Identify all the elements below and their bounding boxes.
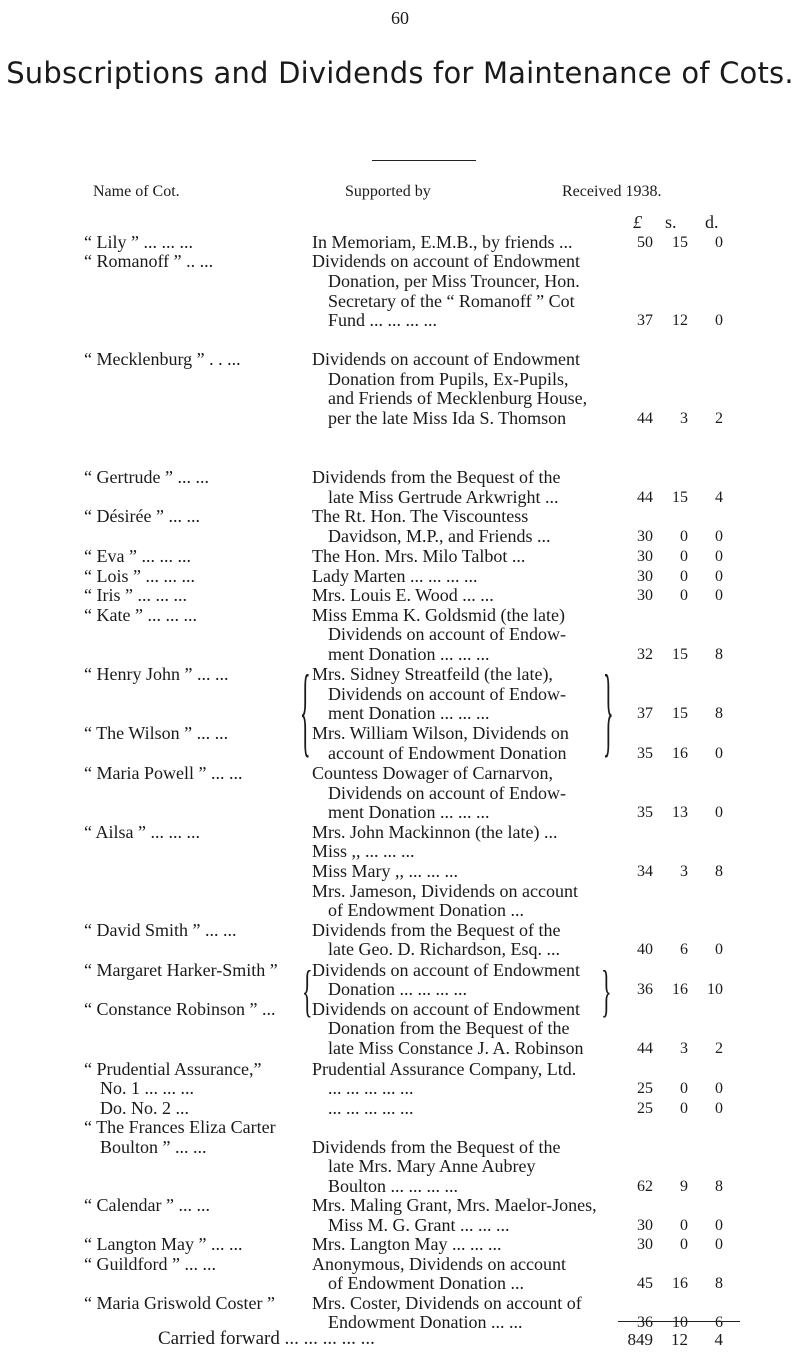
amount-shillings: 16 [672, 981, 688, 999]
supporter-line: late Mrs. Mary Anne Aubrey [328, 1156, 536, 1177]
supporter-line: Mrs. William Wilson, Dividends on [312, 723, 569, 744]
cot-name: “ Constance Robinson ” ... [84, 998, 276, 1019]
supporter-line: Dividends on account of Endowment [312, 959, 580, 980]
supporter-line: Mrs. Jameson, Dividends on account [312, 880, 578, 901]
amount-pounds: 35 [637, 744, 653, 762]
amount-pounds: 35 [637, 804, 653, 822]
cot-name: “ David Smith ” ... ... [84, 919, 237, 940]
left-brace: { [300, 651, 311, 767]
cot-name: Boulton ” ... ... [100, 1136, 207, 1157]
supporter-line: Donation from Pupils, Ex-Pupils, [328, 368, 569, 389]
cot-name: No. 1 ... ... ... [100, 1078, 194, 1099]
supporter-line: ment Donation ... ... ... [328, 703, 490, 724]
cot-name: “ Gertrude ” ... ... [84, 467, 209, 488]
cot-name: “ Maria Griswold Coster ” [84, 1292, 275, 1313]
amount-pounds: 44 [637, 1039, 653, 1057]
total-rule [618, 1321, 740, 1322]
amount-pence: 0 [715, 527, 723, 545]
cot-name: “ Guildford ” ... ... [84, 1253, 216, 1274]
supporter-line: Mrs. John Mackinnon (the late) ... [312, 821, 558, 842]
supporter-line: Anonymous, Dividends on account [312, 1253, 566, 1274]
supporter-line: of Endowment Donation ... [328, 1273, 524, 1294]
cot-name: Do. No. 2 ... [100, 1097, 189, 1118]
amount-pounds: 25 [637, 1099, 653, 1117]
cot-name: “ Prudential Assurance,” [84, 1058, 262, 1079]
amount-pounds: 37 [637, 705, 653, 723]
amount-pence: 8 [715, 705, 723, 723]
supporter-line: Dividends on account of Endowment [312, 998, 580, 1019]
carried-forward-pence: 4 [714, 1330, 723, 1349]
supporter-line: ... ... ... ... ... [328, 1078, 414, 1099]
supporter-line: Dividends on account of Endowment [312, 251, 580, 272]
carried-forward-shillings: 12 [671, 1330, 688, 1349]
pounds-symbol: £ [633, 212, 642, 232]
supporter-line: Mrs. Maling Grant, Mrs. Maelor-Jones, [312, 1195, 597, 1216]
amount-shillings: 15 [672, 488, 688, 506]
amount-pounds: 34 [637, 862, 653, 880]
amount-pence: 4 [715, 488, 723, 506]
amount-shillings: 3 [680, 409, 688, 427]
supporter-line: Donation, per Miss Trouncer, Hon. [328, 271, 580, 292]
carried-forward-pounds: 849 [627, 1330, 653, 1349]
amount-shillings: 0 [680, 1080, 688, 1098]
page-number: 60 [391, 8, 409, 28]
supporter-line: In Memoriam, E.M.B., by friends ... [312, 232, 573, 252]
right-brace: } [601, 957, 612, 1023]
amount-pounds: 44 [637, 409, 653, 427]
supporter-line: late Miss Constance J. A. Robinson [328, 1037, 584, 1058]
supporter-line: Miss Mary ,, ... ... ... [312, 860, 459, 881]
supporter-line: late Geo. D. Richardson, Esq. ... [328, 939, 560, 960]
amount-pence: 0 [715, 1099, 723, 1117]
amount-pounds: 30 [637, 586, 653, 604]
supporter-line: Fund ... ... ... ... [328, 310, 438, 331]
amount-shillings: 0 [680, 586, 688, 604]
pence-symbol: d. [705, 212, 719, 232]
amount-pence: 0 [715, 1080, 723, 1098]
supporter-line: Mrs. Louis E. Wood ... ... [312, 585, 494, 606]
supporter-line: Donation from the Bequest of the [328, 1018, 570, 1039]
supporter-line: Mrs. Coster, Dividends on account of [312, 1292, 582, 1313]
cot-name: “ Lily ” ... ... ... [84, 232, 193, 252]
supporter-line: Donation ... ... ... ... [328, 979, 467, 1000]
supporter-line: Dividends from the Bequest of the [312, 1136, 561, 1157]
amount-shillings: 13 [672, 804, 688, 822]
amount-pence: 0 [715, 567, 723, 585]
amount-pence: 0 [715, 1216, 723, 1234]
amount-pounds: 30 [637, 1235, 653, 1253]
amount-pounds: 40 [637, 941, 653, 959]
supporter-line: Countess Dowager of Carnarvon, [312, 763, 553, 784]
amount-pence: 0 [715, 586, 723, 604]
cot-name: “ The Wilson ” ... ... [84, 723, 229, 744]
cot-name: “ Margaret Harker-Smith ” [84, 959, 278, 980]
amount-pence: 2 [715, 409, 723, 427]
amount-shillings: 3 [680, 862, 688, 880]
amount-pence: 8 [715, 645, 723, 663]
amount-pounds: 30 [637, 1216, 653, 1234]
cot-name: “ Désirée ” ... ... [84, 506, 200, 527]
amount-pence: 0 [715, 548, 723, 566]
supporter-line: account of Endowment Donation [328, 742, 567, 763]
amount-shillings: 0 [680, 1235, 688, 1253]
amount-pence: 0 [715, 804, 723, 822]
carried-forward-label: Carried forward ... ... ... ... ... [158, 1328, 375, 1349]
supporter-line: Endowment Donation ... ... [328, 1312, 523, 1333]
right-brace: } [603, 651, 614, 767]
supporter-line: Prudential Assurance Company, Ltd. [312, 1058, 577, 1079]
supporter-line: Dividends on account of Endow- [328, 624, 566, 645]
shillings-symbol: s. [665, 212, 677, 232]
supporter-line: and Friends of Mecklenburg House, [328, 388, 588, 409]
cot-name: “ Romanoff ” .. ... [84, 251, 214, 272]
amount-pence: 6 [715, 1313, 723, 1331]
supporter-line: Miss M. G. Grant ... ... ... [328, 1214, 510, 1235]
amount-pence: 0 [715, 312, 723, 330]
amount-shillings: 0 [680, 567, 688, 585]
amount-pounds: 44 [637, 488, 653, 506]
amount-pounds: 62 [637, 1177, 653, 1195]
amount-shillings: 15 [672, 645, 688, 663]
amount-pence: 0 [715, 1235, 723, 1253]
title-rule [372, 160, 476, 161]
amount-shillings: 0 [680, 527, 688, 545]
amount-shillings: 15 [672, 705, 688, 723]
amount-pounds: 30 [637, 548, 653, 566]
supporter-line: The Rt. Hon. The Viscountess [312, 506, 529, 527]
amount-shillings: 12 [672, 312, 688, 330]
page-title: Subscriptions and Dividends for Maintenance of Cots. [6, 56, 794, 90]
supporter-line: Dividends on account of Endow- [328, 782, 566, 803]
amount-pence: 0 [715, 233, 723, 251]
amount-shillings: 6 [680, 941, 688, 959]
cot-name: “ Langton May ” ... ... [84, 1234, 243, 1255]
supporter-line: Dividends on account of Endowment [312, 348, 580, 369]
cot-name: “ Calendar ” ... ... [84, 1195, 210, 1216]
supporter-line: ... ... ... ... ... [328, 1097, 414, 1118]
cot-name: “ Maria Powell ” ... ... [84, 763, 243, 784]
header-supported-by: Supported by [345, 183, 431, 200]
amount-pounds: 36 [637, 981, 653, 999]
supporter-line: Dividends from the Bequest of the [312, 467, 561, 488]
amount-pounds: 25 [637, 1080, 653, 1098]
amount-pence: 0 [715, 941, 723, 959]
supporter-line: Lady Marten ... ... ... ... [312, 565, 478, 586]
supporter-line: late Miss Gertrude Arkwright ... [328, 487, 559, 508]
amount-pounds: 45 [637, 1274, 653, 1292]
amount-pounds: 50 [637, 233, 653, 251]
supporter-line: per the late Miss Ida S. Thomson [328, 407, 567, 428]
amount-shillings: 0 [680, 548, 688, 566]
supporter-line: ment Donation ... ... ... [328, 643, 490, 664]
supporter-line: Miss Emma K. Goldsmid (the late) [312, 604, 565, 625]
cot-name: “ Kate ” ... ... ... [84, 604, 197, 625]
amount-pence: 2 [715, 1039, 723, 1057]
supporter-line: Dividends on account of Endow- [328, 683, 566, 704]
supporter-line: Davidson, M.P., and Friends ... [328, 526, 551, 547]
amount-shillings: 16 [672, 744, 688, 762]
amount-shillings: 0 [680, 1216, 688, 1234]
amount-pence: 8 [715, 1274, 723, 1292]
amount-pence: 8 [715, 862, 723, 880]
amount-shillings: 0 [680, 1099, 688, 1117]
cot-name: “ Henry John ” ... ... [84, 664, 229, 684]
supporter-line: Dividends from the Bequest of the [312, 919, 561, 940]
amount-pence: 8 [715, 1177, 723, 1195]
cot-name: “ The Frances Eliza Carter [84, 1117, 276, 1138]
amount-pounds: 30 [637, 567, 653, 585]
header-received: Received 1938. [562, 183, 662, 200]
header-name-of-cot: Name of Cot. [93, 183, 180, 200]
cot-name: “ Mecklenburg ” . . ... [84, 348, 241, 369]
amount-shillings: 15 [672, 233, 688, 251]
cot-name: “ Iris ” ... ... ... [84, 585, 187, 606]
supporter-line: Mrs. Sidney Streatfeild (the late), [312, 664, 553, 684]
amount-pence: 0 [715, 744, 723, 762]
amount-shillings: 9 [680, 1177, 688, 1195]
supporter-line: Secretary of the “ Romanoff ” Cot [328, 290, 575, 311]
supporter-line: Mrs. Langton May ... ... ... [312, 1234, 502, 1255]
amount-pounds: 37 [637, 312, 653, 330]
amount-pounds: 30 [637, 527, 653, 545]
supporter-line: Miss ,, ... ... ... [312, 841, 415, 862]
cot-name: “ Lois ” ... ... ... [84, 565, 195, 586]
amount-shillings: 16 [672, 1274, 688, 1292]
amount-pence: 10 [707, 981, 723, 999]
amount-pounds: 32 [637, 645, 653, 663]
supporter-line: The Hon. Mrs. Milo Talbot ... [312, 546, 526, 567]
left-brace: { [302, 957, 313, 1023]
supporter-line: ment Donation ... ... ... [328, 802, 490, 823]
supporter-line: of Endowment Donation ... [328, 900, 524, 921]
supporter-line: Boulton ... ... ... ... [328, 1176, 459, 1197]
amount-shillings: 10 [672, 1313, 688, 1331]
cot-name: “ Eva ” ... ... ... [84, 546, 191, 567]
amount-shillings: 3 [680, 1039, 688, 1057]
cot-name: “ Ailsa ” ... ... ... [84, 821, 200, 842]
amount-pounds: 36 [637, 1313, 653, 1331]
